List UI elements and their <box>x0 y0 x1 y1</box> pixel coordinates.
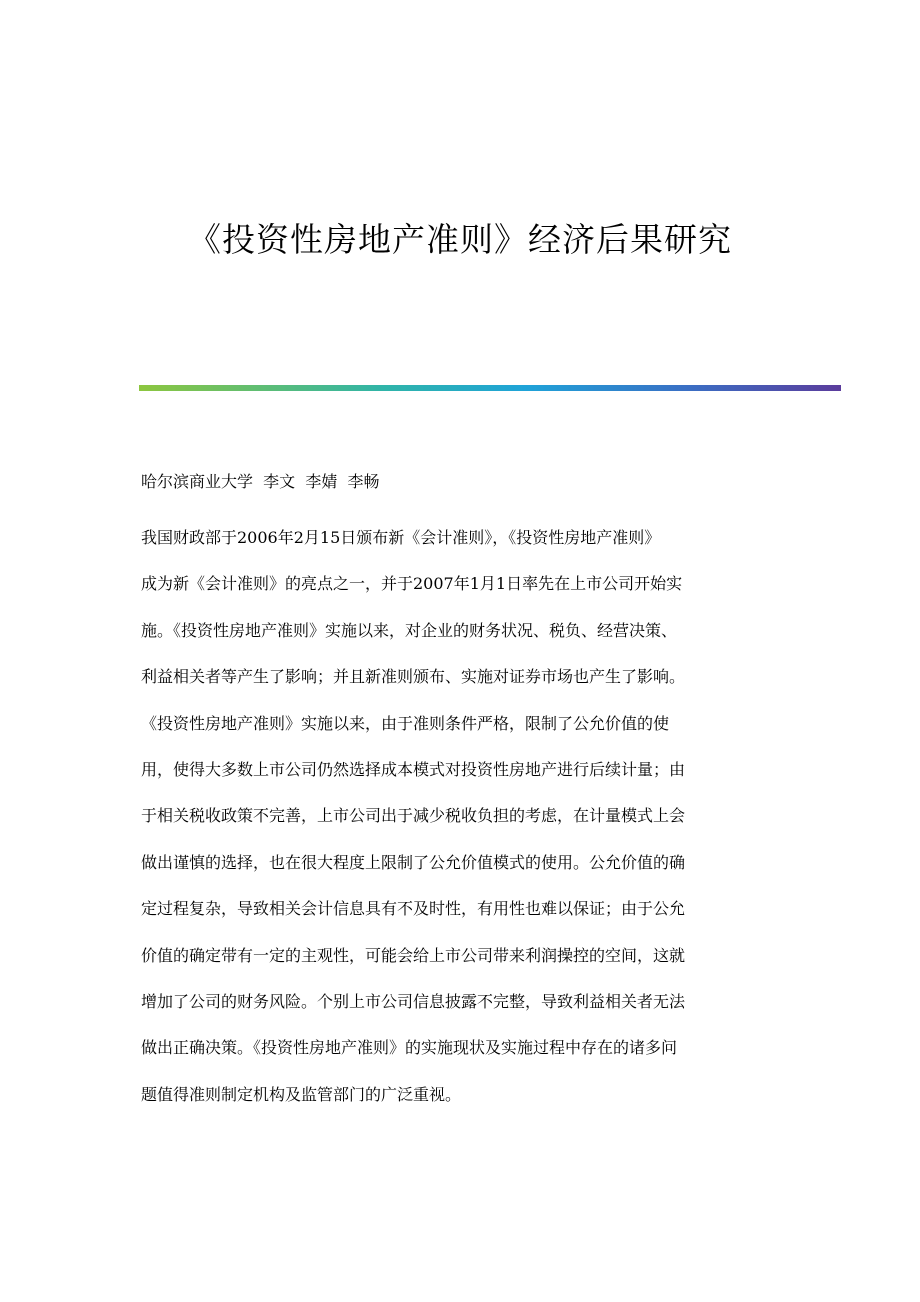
author-affiliation: 哈尔滨商业大学 李文 李婧 李畅 <box>141 472 380 491</box>
page-title: 《投资性房地产准则》经济后果研究 <box>188 220 732 259</box>
paragraph-line: 我国财政部于2006年2月15日颁布新《会计准则》，《投资性房地产准则》 <box>141 528 661 547</box>
paragraph-line: 成为新《会计准则》的亮点之一，并于2007年1月1日率先在上市公司开始实 <box>141 574 683 594</box>
paragraph-line: 定过程复杂，导致相关会计信息具有不及时性，有用性也难以保证；由于公允 <box>141 899 686 919</box>
paragraph-line: 做出正确决策。《投资性房地产准则》的实施现状及实施过程中存在的诸多问 <box>141 1038 678 1058</box>
paragraph-line: 于相关税收政策不完善，上市公司出于减少税收负担的考虑，在计量模式上会 <box>141 806 686 826</box>
paragraph-line: 施。《投资性房地产准则》实施以来，对企业的财务状况、税负、经营决策、 <box>141 620 678 640</box>
paragraph-line: 增加了公司的财务风险。个别上市公司信息披露不完整，导致利益相关者无法 <box>141 991 686 1011</box>
paragraph-line: 用，使得大多数上市公司仍然选择成本模式对投资性房地产进行后续计量；由 <box>141 759 686 779</box>
paragraph-line: 题值得准则制定机构及监管部门的广泛重视。 <box>141 1084 462 1104</box>
paragraph-line: 《投资性房地产准则》实施以来，由于准则条件严格，限制了公允价值的使 <box>141 713 670 733</box>
paragraph-line: 做出谨慎的选择，也在很大程度上限制了公允价值模式的使用。公允价值的确 <box>141 852 686 872</box>
paragraph-line: 利益相关者等产生了影响；并且新准则颁布、实施对证券市场也产生了影响。 <box>141 667 686 687</box>
paragraph-line: 价值的确定带有一定的主观性，可能会给上市公司带来利润操控的空间，这就 <box>141 945 686 965</box>
body-paragraph <box>141 522 781 1125</box>
gradient-divider <box>139 385 841 391</box>
